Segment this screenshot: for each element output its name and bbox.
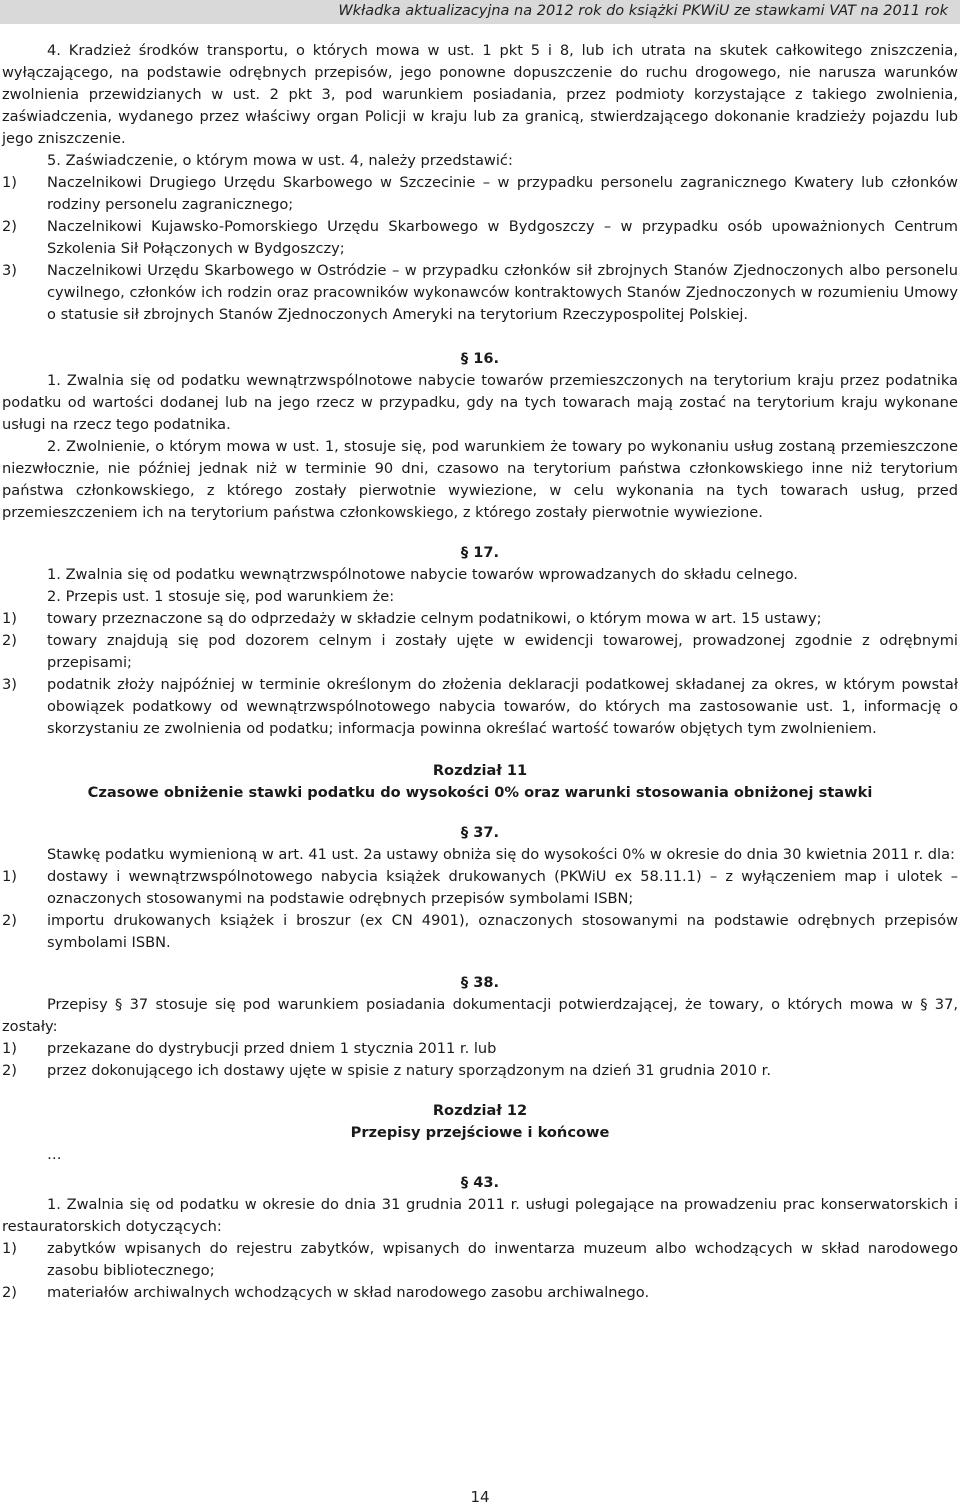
list-item bbox=[2, 260, 958, 326]
section-title-37: § 37. bbox=[460, 824, 500, 841]
page-header bbox=[0, 0, 960, 24]
list-number: 1) bbox=[2, 1240, 17, 1257]
list-text: importu drukowanych książek i broszur (ex CN 4901), oznaczonych stosowanymi na podstawie odrębnych przepisów symbolami ISBN. bbox=[47, 912, 958, 951]
list-text: materiałów archiwalnych wchodzących w skład narodowego zasobu archiwalnego. bbox=[47, 1284, 650, 1301]
section-title-43: § 43. bbox=[460, 1174, 500, 1191]
section-43-intro: 1. Zwalnia się od podatku w okresie do dnia 31 grudnia 2011 r. usługi polegające na prowadzeniu prac konserwatorskich i restauratorskich dotyczących: bbox=[2, 1196, 958, 1235]
section-title-16: § 16. bbox=[460, 350, 500, 367]
list-number: 2) bbox=[2, 1284, 17, 1301]
chapter-12-label: Rozdział 12 bbox=[432, 1102, 528, 1119]
list-number: 2) bbox=[2, 218, 17, 235]
section-title-17: § 17. bbox=[460, 544, 500, 561]
list-item bbox=[2, 216, 958, 260]
list-item bbox=[2, 608, 958, 630]
list-number: 3) bbox=[2, 262, 17, 279]
chapter-11-title: Czasowe obniżenie stawki podatku do wysokości 0% oraz warunki stosowania obniżonej stawki bbox=[87, 784, 873, 801]
omission-ellipsis: … bbox=[47, 1146, 62, 1163]
list-text: dostawy i wewnątrzwspólnotowego nabycia książek drukowanych (PKWiU ex 58.11.1) – z wyłączeniem map i ulotek – oznaczonych stosowanymi na podstawie odrębnych przepisów symbolami ISBN; bbox=[47, 868, 958, 907]
list-number: 1) bbox=[2, 868, 17, 885]
section-title-38: § 38. bbox=[460, 974, 500, 991]
list-number: 2) bbox=[2, 1062, 17, 1079]
section-16-paragraph-2: 2. Zwolnienie, o którym mowa w ust. 1, stosuje się, pod warunkiem że towary po wykonaniu usług zostaną przemieszczone niezwłocznie, nie później jednak niż w terminie 90 dni, czasowo na terytorium państwa członkowskiego inne niż terytorium państwa członkowskiego, z którego zostały pierwotnie wywiezione, w celu wykonania na tych towarach usług, przed przemieszczeniem ich na terytorium państwa członkowskiego, z którego zostały pierwotnie wywiezione. bbox=[2, 438, 958, 521]
list-text: Naczelnikowi Kujawsko-Pomorskiego Urzędu Skarbowego w Bydgoszczy – w przypadku osób upoważnionych Centrum Szkolenia Sił Połączonych w Bydgoszczy; bbox=[47, 218, 958, 257]
list-number: 2) bbox=[2, 632, 17, 649]
chapter-11-label: Rozdział 11 bbox=[432, 762, 528, 779]
list-item bbox=[2, 172, 958, 216]
list-number: 3) bbox=[2, 676, 17, 693]
list-text: zabytków wpisanych do rejestru zabytków, wpisanych do inwentarza muzeum albo wchodzących w skład narodowego zasobu bibliotecznego; bbox=[47, 1240, 958, 1279]
list-text: przekazane do dystrybucji przed dniem 1 stycznia 2011 r. lub bbox=[47, 1040, 497, 1057]
list-text: Naczelnikowi Urzędu Skarbowego w Ostródzie – w przypadku członków sił zbrojnych Stanów Zjednoczonych albo personelu cywilnego, członków ich rodzin oraz pracowników wykonawców kontraktowych Stanów Zjednoczonych w rozumieniu Umowy o statusie sił zbrojnych Stanów Zjednoczonych Ameryki na terytorium Rzeczypospolitej Polskiej. bbox=[47, 262, 958, 323]
list-text: towary znajdują się pod dozorem celnym i zostały ujęte w ewidencji towarowej, prowadzonej zgodnie z odrębnymi przepisami; bbox=[47, 632, 958, 671]
list-item bbox=[2, 1060, 958, 1082]
document-body bbox=[2, 40, 958, 1304]
list-number: 1) bbox=[2, 1040, 17, 1057]
list-number: 2) bbox=[2, 912, 17, 929]
page-number: 14 bbox=[470, 1488, 490, 1506]
list-item bbox=[2, 674, 958, 740]
list-text: przez dokonującego ich dostawy ujęte w spisie z natury sporządzonym na dzień 31 grudnia 2010 r. bbox=[47, 1062, 771, 1079]
section-16-paragraph-1: 1. Zwalnia się od podatku wewnątrzwspólnotowe nabycie towarów przemieszczonych na terytorium kraju przez podatnika podatku od wartości dodanej lub na jego rzecz w przypadku, gdy na tych towarach mają zostać na terytorium kraju wykonane usługi na rzecz tego podatnika. bbox=[2, 372, 958, 433]
section-17-paragraph-2: 2. Przepis ust. 1 stosuje się, pod warunkiem że: bbox=[47, 588, 395, 605]
list-item bbox=[2, 1282, 958, 1304]
list-item bbox=[2, 866, 958, 910]
section-38-intro: Przepisy § 37 stosuje się pod warunkiem posiadania dokumentacji potwierdzającej, że towary, o których mowa w § 37, zostały: bbox=[2, 996, 958, 1035]
list-item bbox=[2, 1238, 958, 1282]
list-item bbox=[2, 910, 958, 954]
list-number: 1) bbox=[2, 174, 17, 191]
list-text: towary przeznaczone są do odprzedaży w składzie celnym podatnikowi, o którym mowa w art. 15 ustawy; bbox=[47, 610, 822, 627]
chapter-12-title: Przepisy przejściowe i końcowe bbox=[350, 1124, 610, 1141]
section-17-paragraph-1: 1. Zwalnia się od podatku wewnątrzwspólnotowe nabycie towarów wprowadzanych do składu celnego. bbox=[47, 566, 798, 583]
list-text: Naczelnikowi Drugiego Urzędu Skarbowego w Szczecinie – w przypadku personelu zagranicznego Kwatery lub członków rodziny personelu zagranicznego; bbox=[47, 174, 958, 213]
list-item bbox=[2, 630, 958, 674]
list-item bbox=[2, 1038, 958, 1060]
section-37-intro: Stawkę podatku wymienioną w art. 41 ust. 2a ustawy obniża się do wysokości 0% w okresie do dnia 30 kwietnia 2011 r. dla: bbox=[47, 846, 955, 863]
list-text: podatnik złoży najpóźniej w terminie określonym do złożenia deklaracji podatkowej składanej za okres, w którym powstał obowiązek podatkowy od wewnątrzwspólnotowego nabycia towarów, do których ma zastosowanie ust. 1, informację o skorzystaniu ze zwolnienia od podatku; informacja powinna określać wartość towarów objętych tym zwolnieniem. bbox=[47, 676, 958, 737]
running-header-title: Wkładka aktualizacyjna na 2012 rok do książki PKWiU ze stawkami VAT na 2011 rok bbox=[338, 3, 948, 19]
paragraph-5: 5. Zaświadczenie, o którym mowa w ust. 4, należy przedstawić: bbox=[47, 152, 513, 169]
list-number: 1) bbox=[2, 610, 17, 627]
paragraph-4: 4. Kradzież środków transportu, o których mowa w ust. 1 pkt 5 i 8, lub ich utrata na skutek całkowitego zniszczenia, wyłączającego, na podstawie odrębnych przepisów, jego ponowne dopuszczenie do ruchu drogowego, nie narusza warunków zwolnienia przewidzianych w ust. 2 pkt 3, pod warunkiem posiadania, przez podmioty korzystające z takiego zwolnienia, zaświadczenia, wydanego przez właściwy organ Policji w kraju lub za granicą, stwierdzającego dokonanie kradzieży pojazdu lub jego zniszczenie. bbox=[2, 42, 958, 147]
